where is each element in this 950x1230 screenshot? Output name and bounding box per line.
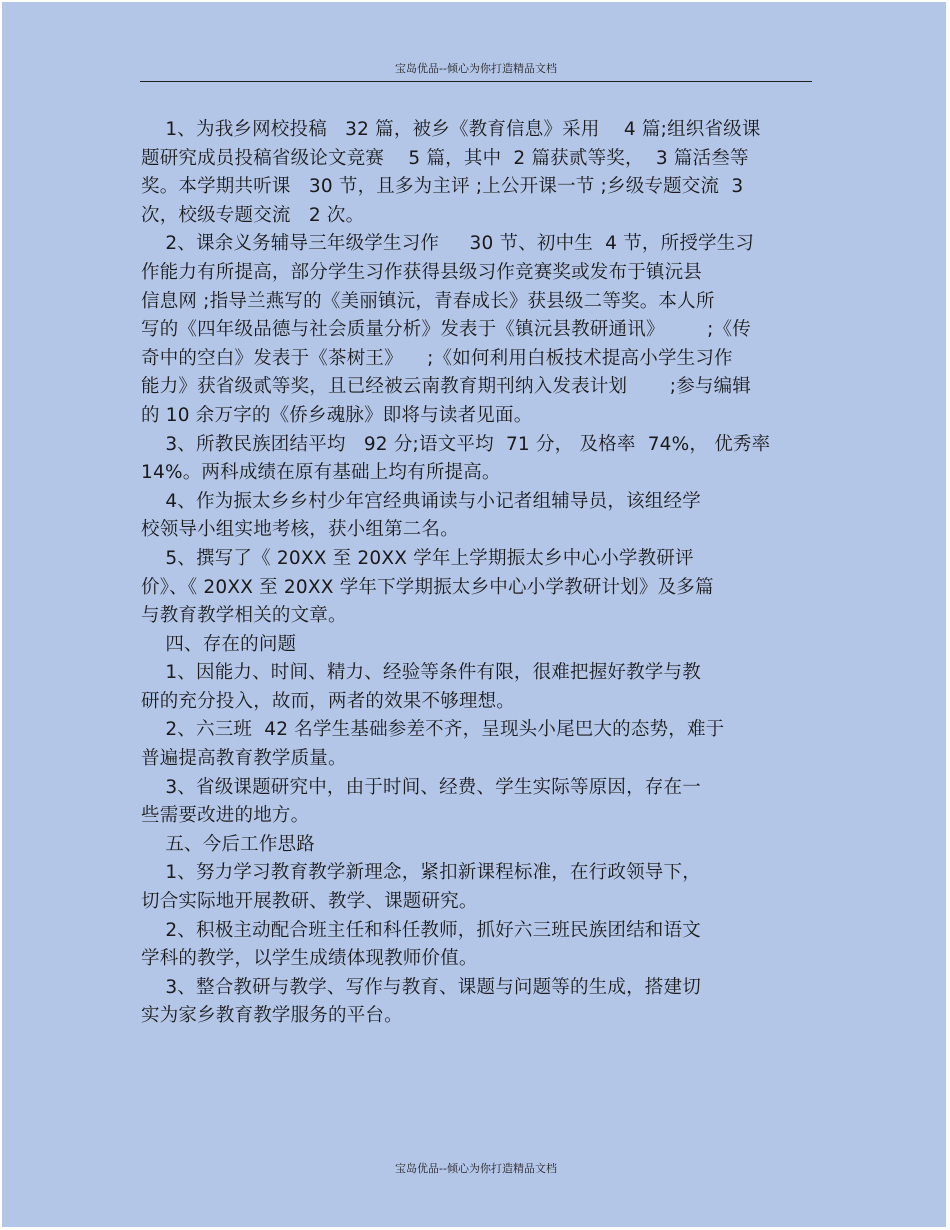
text-line: 5、撰写了《 20XX 至 20XX 学年上学期振太乡中心小学教研评: [141, 547, 694, 569]
text-line: 奖。本学期共听课 30 节，且多为主评 ;上公开课一节 ;乡级专题交流 3: [141, 176, 744, 198]
section-heading: 四、存在的问题: [141, 633, 297, 655]
text-line: 题研究成员投稿省级论文竞赛 5 篇，其中 2 篇获贰等奖， 3 篇活叁等: [141, 147, 749, 169]
text-line: 的 10 余万字的《侨乡魂脉》即将与读者见面。: [141, 404, 533, 426]
text-line: 1、为我乡网校投稿 32 篇，被乡《教育信息》采用 4 篇;组织省级课: [141, 119, 761, 140]
document-body: [141, 116, 811, 1031]
text-line: 2、积极主动配合班主任和科任教师，抓好六三班民族团结和语文: [141, 919, 701, 941]
text-line: 3、整合教研与教学、写作与教育、课题与问题等的生成，搭建切: [141, 976, 701, 998]
section-heading: 五、今后工作思路: [141, 833, 315, 855]
text-line: 实为家乡教育教学服务的平台。: [141, 1005, 403, 1027]
text-line: 切合实际地开展教研、教学、课题研究。: [141, 891, 478, 913]
text-line: 3、省级课题研究中，由于时间、经费、学生实际等原因，存在一: [141, 776, 701, 798]
text-line: 校领导小组实地考核，获小组第二名。: [141, 519, 459, 541]
text-line: 4、作为振太乡乡村少年宫经典诵读与小记者组辅导员，该组经学: [141, 490, 701, 512]
text-line: 些需要改进的地方。: [141, 805, 310, 827]
page-footer: 宝岛优品--倾心为你打造精品文档: [395, 1162, 557, 1175]
text-line: 与教育教学相关的文章。: [141, 605, 347, 627]
text-line: 1、因能力、时间、精力、经验等条件有限，很难把握好教学与教: [141, 662, 701, 684]
text-line: 1、努力学习教育教学新理念，紧扣新课程标准，在行政领导下，: [141, 862, 701, 884]
text-line: 学科的教学，以学生成绩体现教师价值。: [141, 948, 478, 970]
text-line: 2、课余义务辅导三年级学生习作 30 节、初中生 4 节，所授学生习: [141, 233, 755, 255]
text-line: 价》、《 20XX 至 20XX 学年下学期振太乡中心小学教研计划》及多篇: [141, 576, 714, 598]
text-line: 14%。两科成绩在原有基础上均有所提高。: [141, 462, 501, 484]
document-page: [2, 2, 946, 1227]
text-line: 2、六三班 42 名学生基础参差不齐，呈现头小尾巴大的态势，难于: [141, 719, 725, 741]
text-line: 普遍提高教育教学质量。: [141, 748, 347, 770]
text-line: 写的《四年级品德与社会质量分析》发表于《镇沅县教研通讯》 ;《传: [141, 319, 751, 341]
text-line: 奇中的空白》发表于《茶树王》 ;《如何利用白板技术提高小学生习作: [141, 347, 733, 369]
text-line: 作能力有所提高，部分学生习作获得县级习作竞赛奖或发布于镇沅县: [141, 261, 703, 283]
text-line: 能力》获省级贰等奖，且已经被云南教育期刊纳入发表计划 ;参与编辑: [141, 376, 751, 398]
page-header: 宝岛优品--倾心为你打造精品文档: [140, 60, 812, 82]
text-line: 3、所教民族团结平均 92 分;语文平均 71 分， 及格率 74%， 优秀率: [141, 433, 771, 455]
text-line: 信息网 ;指导兰燕写的《美丽镇沅，青春成长》获县级二等奖。本人所: [141, 290, 715, 312]
text-line: 研的充分投入，故而，两者的效果不够理想。: [141, 690, 516, 712]
text-line: 次，校级专题交流 2 次。: [141, 204, 365, 226]
